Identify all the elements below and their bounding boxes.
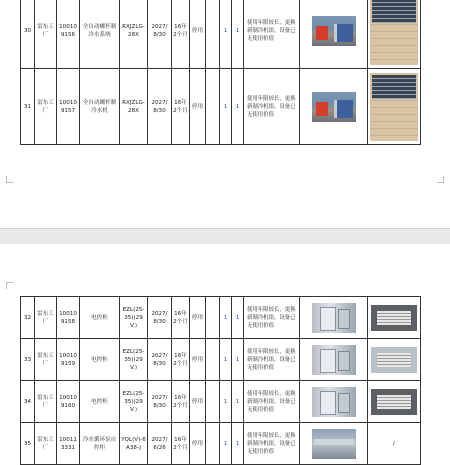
value-cell: 1: [232, 69, 244, 145]
remark-cell: 使用年限较长，更换新制冷机组，设备已无使用价值: [244, 0, 300, 69]
model-cell: RXJZLG-28X: [120, 0, 148, 69]
value-cell: 1: [232, 423, 244, 465]
nameplate-cell: [368, 423, 421, 465]
model-cell: EZL(25-35)(29V.): [120, 339, 148, 381]
document-page-bottom: [0, 244, 450, 455]
quantity-cell: 1: [220, 297, 232, 339]
equipment-photo: [312, 345, 356, 375]
date-cell: 2027/8/30: [148, 69, 172, 145]
unit-cell: 雷东工厂: [35, 423, 57, 465]
asset-name-cell: 电控柜: [80, 339, 120, 381]
asset-table-bottom: [20, 296, 421, 465]
asset-name-cell: 全自动螺杆制冷水系统: [80, 0, 120, 69]
table-row: [21, 339, 421, 381]
blank-cell: [206, 297, 220, 339]
date-cell: 2027/8/30: [148, 339, 172, 381]
asset-name-cell: 电控柜: [80, 297, 120, 339]
equipment-photo: [312, 429, 356, 459]
row-number-cell: 32: [21, 297, 35, 339]
service-life-cell: 16年2个月: [172, 0, 190, 69]
blank-cell: [206, 381, 220, 423]
asset-code-cell: 100113331: [57, 423, 80, 465]
nameplate-cell: [368, 0, 421, 69]
quantity-cell: 1: [220, 339, 232, 381]
table-row: [21, 69, 421, 145]
asset-table-top: [20, 0, 421, 145]
equipment-photo: [312, 303, 356, 333]
row-number-cell: 35: [21, 423, 35, 465]
nameplate-cell: [368, 69, 421, 145]
nameplate-photo: [370, 73, 418, 141]
equipment-photo: [312, 16, 356, 46]
nameplate-cell: [368, 339, 421, 381]
nameplate-photo: [370, 0, 418, 65]
date-cell: 2027/8/30: [148, 0, 172, 69]
date-cell: 2027/8/30: [148, 297, 172, 339]
nameplate-photo: [371, 389, 417, 415]
status-cell: 停用: [190, 381, 206, 423]
asset-name-cell: 冷水循环泵自控柜: [80, 423, 120, 465]
nameplate-cell: [368, 297, 421, 339]
asset-code-cell: 100109160: [57, 381, 80, 423]
status-cell: 停用: [190, 339, 206, 381]
remark-cell: 使用年限较长，更换新制冷机组，设备已无使用价值: [244, 297, 300, 339]
value-cell: 1: [232, 297, 244, 339]
service-life-cell: 16年2个月: [172, 69, 190, 145]
status-cell: 停用: [190, 423, 206, 465]
status-cell: 停用: [190, 297, 206, 339]
model-cell: RXJZLG-28X: [120, 69, 148, 145]
value-cell: 1: [232, 339, 244, 381]
service-life-cell: 16年2个月: [172, 297, 190, 339]
row-number-cell: 33: [21, 339, 35, 381]
quantity-cell: 1: [220, 69, 232, 145]
unit-cell: 雷东工厂: [35, 0, 57, 69]
photo-cell: [300, 297, 368, 339]
unit-cell: 雷东工厂: [35, 297, 57, 339]
unit-cell: 雷东工厂: [35, 381, 57, 423]
remark-cell: 使用年限较长，更换新制冷机组，设备已无使用价值: [244, 423, 300, 465]
blank-cell: [206, 69, 220, 145]
asset-name-cell: 电控柜: [80, 381, 120, 423]
asset-code-cell: 100109156: [57, 0, 80, 69]
status-cell: 停用: [190, 0, 206, 69]
blank-cell: [206, 0, 220, 69]
document-page-top: [0, 0, 450, 228]
photo-cell: [300, 69, 368, 145]
value-cell: 1: [232, 381, 244, 423]
blank-cell: [206, 339, 220, 381]
equipment-photo: [312, 92, 356, 122]
row-number-cell: 34: [21, 381, 35, 423]
quantity-cell: 1: [220, 423, 232, 465]
table-row: [21, 0, 421, 69]
remark-cell: 使用年限较长，更换新制冷机组，设备已无使用价值: [244, 69, 300, 145]
unit-cell: 雷东工厂: [35, 339, 57, 381]
date-cell: 2027/6/26: [148, 423, 172, 465]
asset-name-cell: 全自动螺杆制冷水机: [80, 69, 120, 145]
unit-cell: 雷东工厂: [35, 69, 57, 145]
page-corner-mark: [6, 176, 13, 183]
nameplate-photo: [371, 347, 417, 373]
model-cell: EZL(25-35)(29V.): [120, 381, 148, 423]
remark-cell: 使用年限较长，更换新制冷机组，设备已无使用价值: [244, 381, 300, 423]
table-row: [21, 381, 421, 423]
asset-code-cell: 100109158: [57, 297, 80, 339]
asset-code-cell: 100109159: [57, 339, 80, 381]
photo-cell: [300, 339, 368, 381]
service-life-cell: 16年2个月: [172, 423, 190, 465]
equipment-photo: [312, 387, 356, 417]
value-cell: 1: [232, 0, 244, 69]
table-row: [21, 423, 421, 465]
asset-code-cell: 100109157: [57, 69, 80, 145]
page-corner-mark: [6, 282, 13, 289]
service-life-cell: 16年2个月: [172, 339, 190, 381]
date-cell: 2027/8/30: [148, 381, 172, 423]
service-life-cell: 16年2个月: [172, 381, 190, 423]
row-number-cell: 31: [21, 69, 35, 145]
page-separator: [0, 228, 450, 245]
status-cell: 停用: [190, 69, 206, 145]
model-cell: EZL(25-35)(29V.): [120, 297, 148, 339]
quantity-cell: 1: [220, 0, 232, 69]
page-corner-mark: [437, 176, 444, 183]
model-cell: YQL(V)-6A38-J: [120, 423, 148, 465]
row-number-cell: 30: [21, 0, 35, 69]
nameplate-cell: [368, 381, 421, 423]
nameplate-placeholder: /: [393, 440, 395, 447]
blank-cell: [206, 423, 220, 465]
quantity-cell: 1: [220, 381, 232, 423]
nameplate-photo: [371, 305, 417, 331]
table-row: [21, 297, 421, 339]
photo-cell: [300, 381, 368, 423]
remark-cell: 使用年限较长，更换新制冷机组，设备已无使用价值: [244, 339, 300, 381]
photo-cell: [300, 423, 368, 465]
photo-cell: [300, 0, 368, 69]
